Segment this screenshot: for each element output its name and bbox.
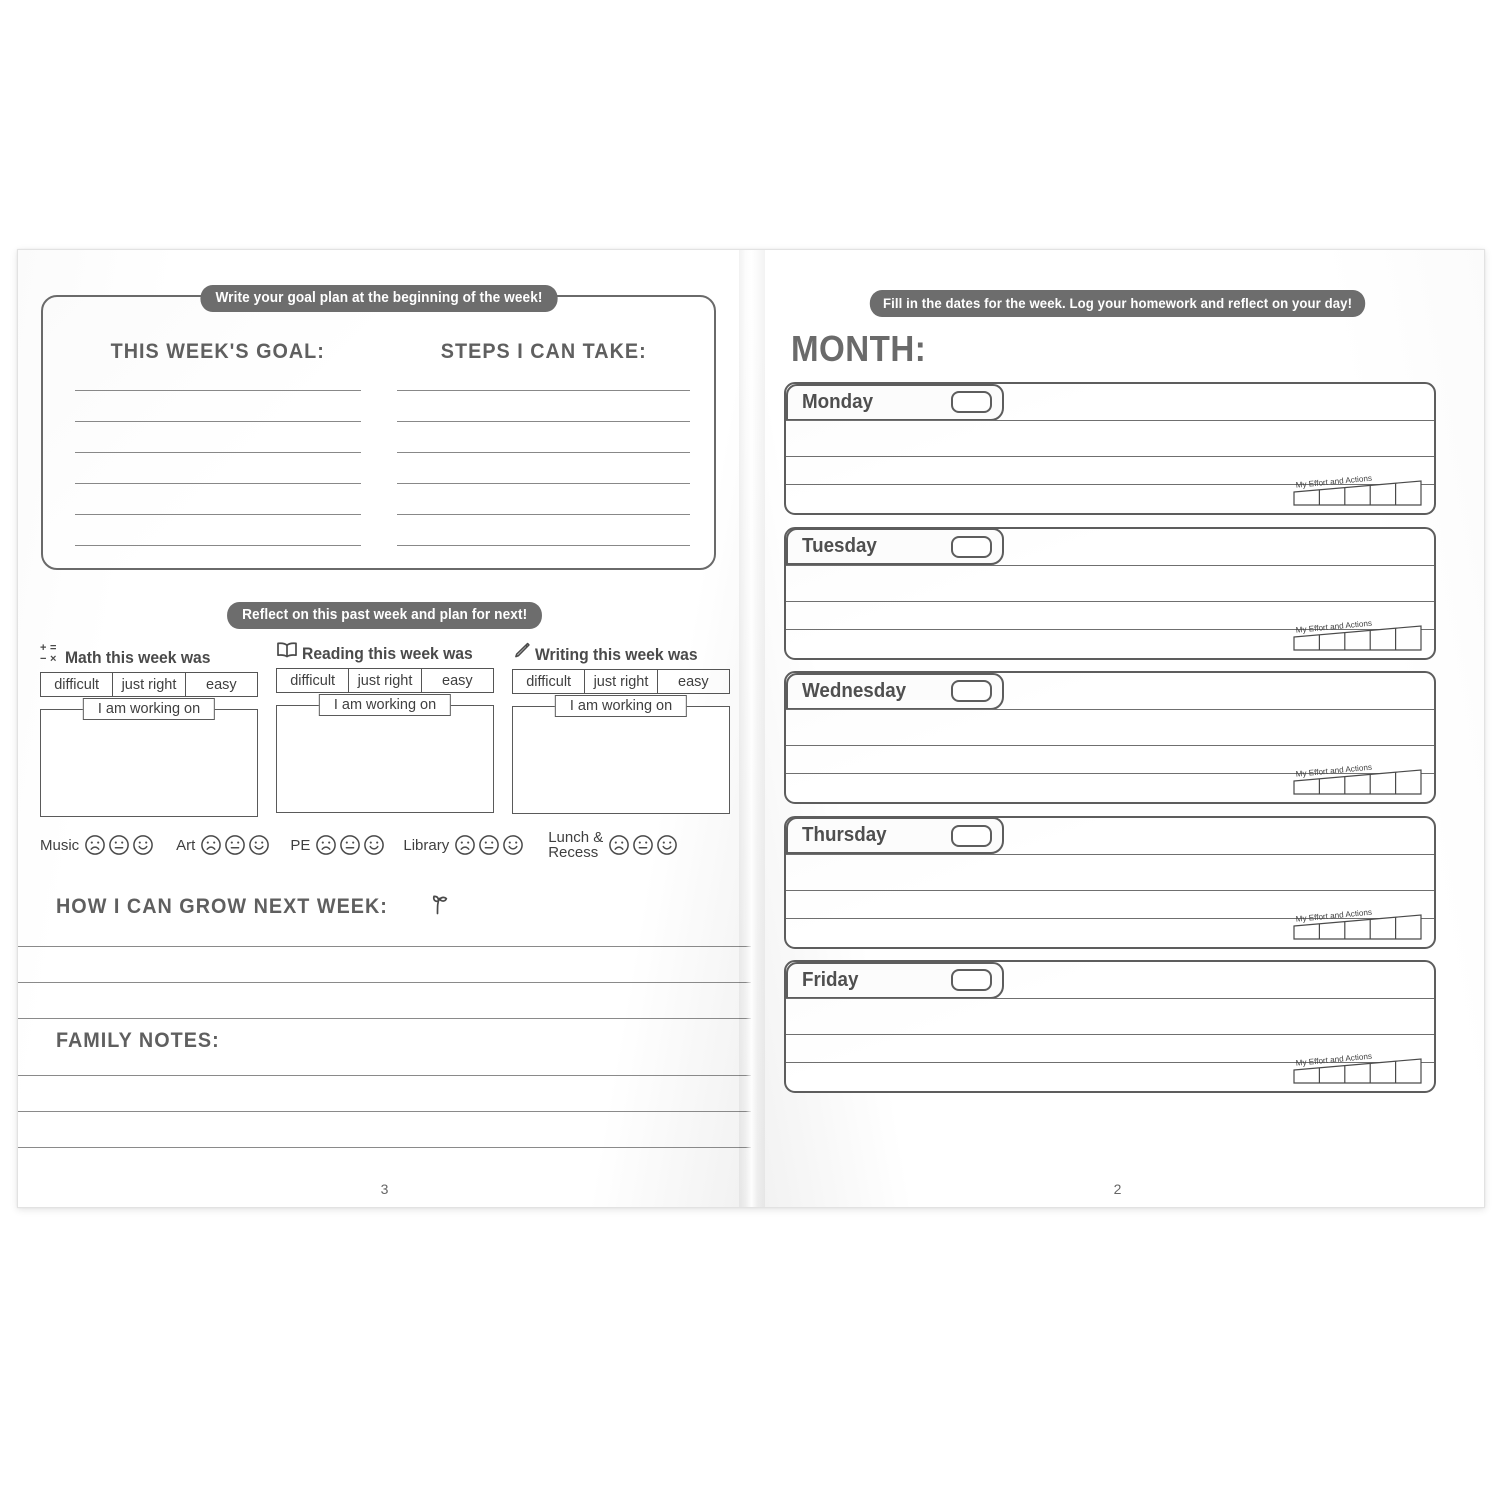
day-block-tuesday [784, 527, 1436, 660]
homework-banner-label: Fill in the dates for the week. Log your homework and reflect on your day! [870, 290, 1365, 317]
neutral-face-icon[interactable] [632, 834, 654, 856]
reflect-banner-label: Reflect on this past week and plan for next! [227, 602, 542, 629]
homework-banner [751, 290, 1484, 317]
day-tab [786, 528, 1004, 565]
svg-text:My Effort and Actions: My Effort and Actions [1295, 618, 1373, 635]
sad-face-icon[interactable] [200, 834, 222, 856]
special-label: Music [40, 836, 80, 854]
write-line[interactable] [75, 452, 361, 453]
math-difficulty-row[interactable] [40, 672, 258, 697]
subject-reading-label: Reading this week was [302, 645, 473, 663]
svg-text:My Effort and Actions: My Effort and Actions [1295, 907, 1373, 924]
homework-write-line[interactable] [786, 456, 1434, 457]
happy-face-icon[interactable] [502, 834, 524, 856]
special-face-rating-group[interactable] [608, 834, 678, 856]
homework-write-line[interactable] [786, 601, 1434, 602]
subject-writing-label: Writing this week was [535, 646, 698, 664]
homework-write-line[interactable] [786, 890, 1434, 891]
day-block-monday [784, 382, 1436, 515]
writing-working-on-box[interactable] [512, 698, 730, 814]
effort-and-actions-scale[interactable] [1290, 761, 1424, 795]
neutral-face-icon[interactable] [108, 834, 130, 856]
special-music [40, 834, 154, 856]
weekday-list [784, 382, 1436, 1105]
writing-option-difficult[interactable]: difficult [513, 670, 585, 693]
effort-and-actions-scale[interactable] [1290, 1050, 1424, 1084]
special-label: Art [176, 836, 196, 854]
homework-write-line[interactable] [786, 709, 1434, 710]
write-line[interactable] [18, 1075, 751, 1076]
writing-option-easy[interactable]: easy [678, 673, 709, 690]
month-heading: MONTH: [791, 328, 927, 369]
special-face-rating-group[interactable] [315, 834, 385, 856]
write-line[interactable] [18, 946, 751, 947]
math-working-on-label: I am working on [83, 698, 215, 720]
neutral-face-icon[interactable] [478, 834, 500, 856]
writing-option-just-right[interactable]: just right [585, 670, 657, 693]
svg-text:−: − [40, 653, 47, 663]
family-notes-section [18, 1028, 751, 1183]
grow-heading: HOW I CAN GROW NEXT WEEK: [56, 894, 388, 918]
svg-text:My Effort and Actions: My Effort and Actions [1295, 1051, 1373, 1068]
sad-face-icon[interactable] [608, 834, 630, 856]
sprout-icon [427, 890, 451, 920]
write-line[interactable] [397, 421, 691, 422]
pencil-icon [512, 641, 531, 665]
homework-write-line[interactable] [786, 745, 1434, 746]
date-input[interactable] [951, 680, 992, 702]
left-page [18, 250, 751, 1207]
sad-face-icon[interactable] [84, 834, 106, 856]
planner-spread [17, 249, 1485, 1208]
specials-rating-row [40, 830, 730, 861]
write-line[interactable] [397, 514, 691, 515]
write-line[interactable] [18, 1018, 751, 1019]
write-line[interactable] [75, 545, 361, 546]
day-tab [786, 673, 1004, 710]
math-option-just-right[interactable]: just right [113, 673, 185, 696]
write-line[interactable] [75, 390, 361, 391]
subject-math-label: Math this week was [65, 649, 211, 667]
subject-math [40, 641, 258, 817]
book-icon [276, 641, 298, 664]
subject-writing [512, 641, 730, 817]
write-line[interactable] [397, 545, 691, 546]
reading-option-difficult[interactable]: difficult [277, 669, 349, 692]
day-tab [786, 962, 1004, 999]
happy-face-icon[interactable] [363, 834, 385, 856]
subject-math-title [40, 641, 258, 668]
family-notes-lines[interactable] [18, 1075, 751, 1148]
effort-and-actions-scale[interactable] [1290, 617, 1424, 651]
math-option-difficult[interactable]: difficult [41, 673, 113, 696]
math-option-easy[interactable]: easy [206, 676, 237, 693]
svg-text:My Effort and Actions: My Effort and Actions [1295, 473, 1373, 490]
svg-text:My Effort and Actions: My Effort and Actions [1295, 762, 1373, 779]
date-input[interactable] [951, 969, 992, 991]
special-face-rating-group[interactable] [200, 834, 270, 856]
day-name-label: Tuesday [801, 535, 877, 557]
svg-text:×: × [50, 653, 57, 663]
day-tab [786, 817, 1004, 854]
sad-face-icon[interactable] [454, 834, 476, 856]
day-block-wednesday [784, 671, 1436, 804]
write-line[interactable] [18, 1111, 751, 1112]
day-name-label: Thursday [801, 824, 887, 846]
write-line[interactable] [397, 483, 691, 484]
write-line[interactable] [397, 390, 691, 391]
happy-face-icon[interactable] [132, 834, 154, 856]
steps-i-can-take-lines[interactable] [397, 390, 691, 546]
subject-writing-title [512, 641, 730, 665]
this-weeks-goal-column [43, 339, 379, 576]
subject-reflection-row [40, 641, 730, 817]
write-line[interactable] [75, 421, 361, 422]
subject-reading-title [276, 641, 494, 664]
right-page-number: 2 [1113, 1181, 1122, 1197]
homework-write-line[interactable] [786, 565, 1434, 566]
steps-i-can-take-column [379, 339, 715, 576]
day-name-label: Wednesday [801, 679, 906, 702]
math-icon [40, 641, 61, 668]
special-label: Library [403, 836, 450, 854]
sad-face-icon[interactable] [315, 834, 337, 856]
write-line[interactable] [75, 483, 361, 484]
special-art [176, 834, 270, 856]
svg-text:+: + [40, 642, 47, 654]
this-weeks-goal-heading: THIS WEEK'S GOAL: [110, 339, 325, 363]
date-input[interactable] [951, 536, 992, 558]
special-face-rating-group[interactable] [84, 834, 154, 856]
neutral-face-icon[interactable] [224, 834, 246, 856]
this-weeks-goal-lines[interactable] [75, 390, 361, 546]
special-face-rating-group[interactable] [454, 834, 524, 856]
homework-write-line[interactable] [786, 1034, 1434, 1035]
subject-reading [276, 641, 494, 817]
grow-lines[interactable] [18, 946, 751, 1019]
happy-face-icon[interactable] [248, 834, 270, 856]
reading-option-easy[interactable]: easy [442, 672, 473, 689]
reading-difficulty-row[interactable] [276, 668, 494, 693]
happy-face-icon[interactable] [656, 834, 678, 856]
write-line[interactable] [75, 514, 361, 515]
svg-text:=: = [50, 642, 57, 654]
effort-and-actions-scale[interactable] [1290, 472, 1424, 506]
reading-working-on-box[interactable] [276, 697, 494, 813]
reflect-banner [40, 602, 730, 629]
math-working-on-box[interactable] [40, 701, 258, 817]
special-label: PE [290, 836, 311, 854]
day-block-thursday [784, 816, 1436, 949]
date-input[interactable] [951, 391, 992, 413]
goal-banner [189, 285, 569, 312]
write-line[interactable] [18, 982, 751, 983]
writing-difficulty-row[interactable] [512, 669, 730, 694]
reflection-section [40, 602, 730, 861]
homework-write-line[interactable] [786, 854, 1434, 855]
left-page-number: 3 [380, 1181, 389, 1197]
weekly-goal-box [41, 290, 716, 570]
steps-i-can-take-heading: STEPS I CAN TAKE: [440, 339, 647, 363]
goal-banner-label: Write your goal plan at the beginning of the week! [200, 285, 557, 312]
family-notes-heading: FAMILY NOTES: [56, 1028, 220, 1052]
homework-write-line[interactable] [786, 998, 1434, 999]
reading-option-just-right[interactable]: just right [349, 669, 421, 692]
day-name-label: Friday [801, 968, 858, 991]
day-block-friday [784, 960, 1436, 1093]
homework-write-line[interactable] [786, 420, 1434, 421]
reading-working-on-label: I am working on [319, 694, 451, 716]
day-name-label: Monday [801, 390, 873, 413]
day-tab [786, 384, 1004, 421]
write-line[interactable] [397, 452, 691, 453]
write-line[interactable] [18, 1147, 751, 1148]
effort-and-actions-scale[interactable] [1290, 906, 1424, 940]
special-library [403, 834, 524, 856]
special-label: Lunch & Recess [548, 829, 604, 862]
special-lunch-recess [548, 830, 678, 861]
date-input[interactable] [951, 825, 992, 847]
special-pe [290, 834, 385, 856]
right-page [751, 250, 1484, 1207]
neutral-face-icon[interactable] [339, 834, 361, 856]
writing-working-on-label: I am working on [555, 695, 687, 717]
